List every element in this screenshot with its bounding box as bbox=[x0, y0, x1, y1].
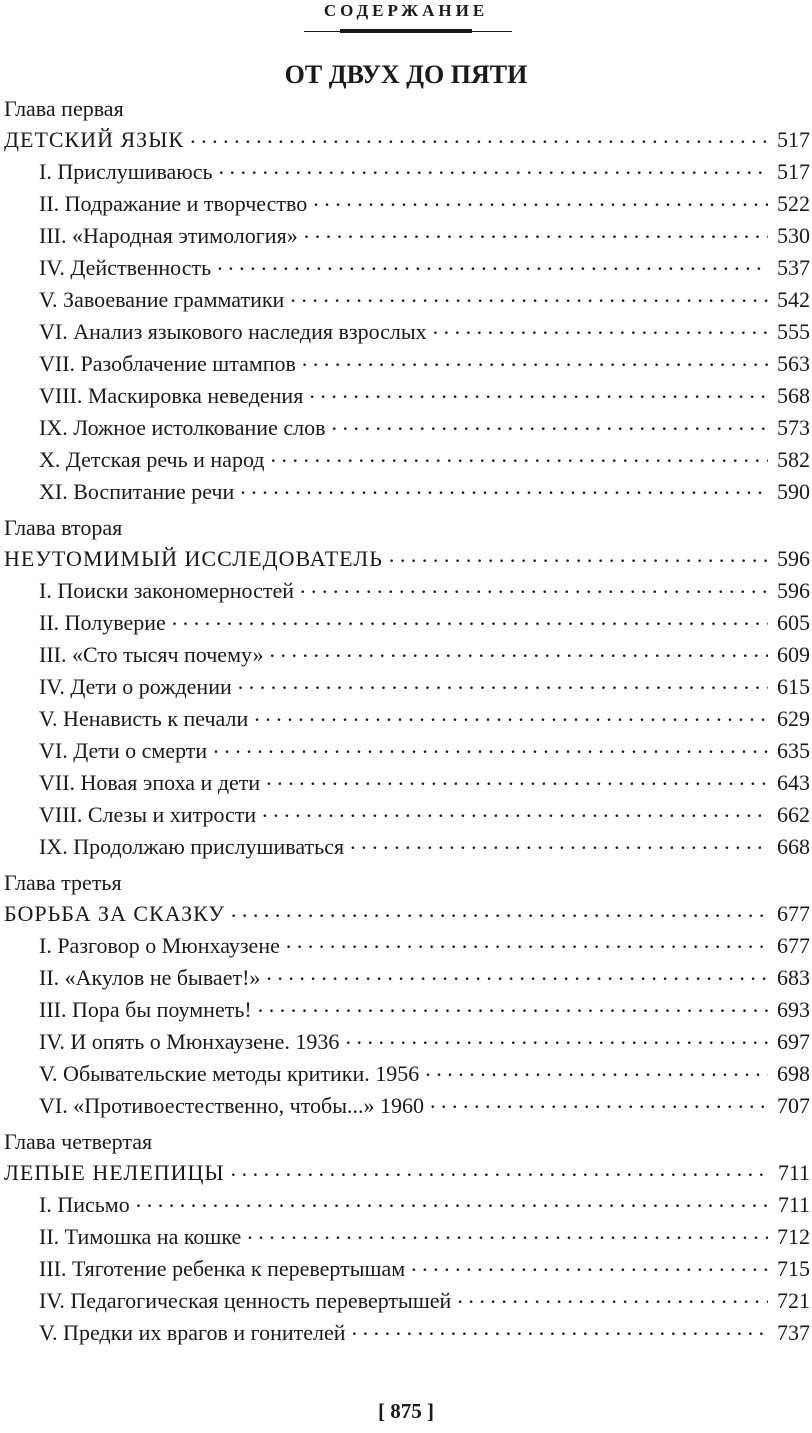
dot-leader bbox=[389, 544, 768, 566]
toc-entry-label: VII. Разоблачение штампов bbox=[39, 351, 296, 376]
toc-entry[interactable] bbox=[4, 220, 810, 252]
toc-entry-page: 573 bbox=[777, 415, 810, 440]
toc-entry-label: V. Предки их врагов и гонителей bbox=[39, 1320, 346, 1345]
toc-entry-label: II. «Акулов не бывает!» bbox=[39, 965, 261, 990]
dot-leader bbox=[240, 477, 768, 499]
toc-entry-label: II. Тимошка на кошке bbox=[39, 1224, 242, 1249]
chapter-title-row-label: БОРЬБА ЗА СКАЗКУ bbox=[4, 901, 225, 926]
toc-entry-label: XI. Воспитание речи bbox=[39, 479, 235, 504]
running-head: СОДЕРЖАНИЕ bbox=[323, 1, 489, 20]
toc-entry-page: 668 bbox=[777, 834, 810, 859]
chapter-label: Глава первая bbox=[4, 96, 124, 121]
dot-leader bbox=[345, 1027, 768, 1049]
toc-entry[interactable] bbox=[4, 1058, 810, 1090]
toc-entry[interactable] bbox=[4, 348, 810, 380]
toc-entry-page: 629 bbox=[777, 706, 810, 731]
page-number: [ 875 ] bbox=[378, 1399, 434, 1423]
toc-entry-page: 542 bbox=[777, 287, 810, 312]
toc-entry-page: 711 bbox=[777, 1192, 810, 1217]
chapter-title-row-label: ДЕТСКИЙ ЯЗЫК bbox=[4, 127, 185, 152]
chapter-block bbox=[4, 514, 810, 863]
toc-entry-page: 605 bbox=[777, 610, 810, 635]
toc-entry[interactable] bbox=[4, 156, 810, 188]
toc-entry[interactable] bbox=[4, 1253, 810, 1285]
toc-entry-page: 698 bbox=[777, 1061, 810, 1086]
toc-entry-label: IV. Действенность bbox=[39, 255, 212, 280]
dot-leader bbox=[352, 1318, 768, 1340]
dot-leader bbox=[247, 1222, 768, 1244]
chapter-title-row-page: 711 bbox=[777, 1160, 810, 1185]
toc-entry-page: 537 bbox=[777, 255, 810, 280]
toc-entry-label: I. Письмо bbox=[39, 1192, 130, 1217]
dot-leader bbox=[313, 189, 768, 211]
toc-entry-label: I. Разговор о Мюнхаузене bbox=[39, 933, 280, 958]
toc-entry[interactable] bbox=[4, 831, 810, 863]
toc-entry[interactable] bbox=[4, 575, 810, 607]
dot-leader bbox=[172, 608, 768, 630]
toc-entry-page: 737 bbox=[777, 1320, 810, 1345]
dot-leader bbox=[213, 736, 768, 758]
toc-entry-page: 683 bbox=[777, 965, 810, 990]
toc-entry[interactable] bbox=[4, 380, 810, 412]
toc-entry[interactable] bbox=[4, 639, 810, 671]
dot-leader bbox=[425, 1059, 768, 1081]
toc-entry-page: 693 bbox=[777, 997, 810, 1022]
toc-entry-page: 590 bbox=[777, 479, 810, 504]
toc-entry-label: V. Завоевание грамматики bbox=[39, 287, 285, 312]
chapter-title-row-label: НЕУТОМИМЫЙ ИССЛЕДОВАТЕЛЬ bbox=[4, 546, 383, 571]
book-title: ОТ ДВУХ ДО ПЯТИ bbox=[284, 60, 528, 89]
dot-leader bbox=[270, 640, 768, 662]
dot-leader bbox=[254, 704, 768, 726]
toc-entry-label: II. Подражание и творчество bbox=[39, 191, 308, 216]
dot-leader bbox=[302, 349, 768, 371]
toc-entry-label: I. Прислушиваюсь bbox=[39, 159, 213, 184]
toc-entry-page: 662 bbox=[777, 802, 810, 827]
dot-leader bbox=[136, 1190, 768, 1212]
toc-entry-page: 715 bbox=[777, 1256, 810, 1281]
dot-leader bbox=[331, 413, 768, 435]
toc-entry-page: 712 bbox=[777, 1224, 810, 1249]
toc-entry[interactable] bbox=[4, 188, 810, 220]
dot-leader bbox=[238, 672, 768, 694]
toc-entry[interactable] bbox=[4, 1285, 810, 1317]
toc-entry-label: VII. Новая эпоха и дети bbox=[39, 770, 261, 795]
toc-entry-label: V. Ненависть к печали bbox=[39, 706, 249, 731]
toc-entry[interactable] bbox=[4, 767, 810, 799]
dot-leader bbox=[309, 381, 768, 403]
toc-entry-label: VI. «Противоестественно, чтобы...» 1960 bbox=[39, 1093, 425, 1118]
chapter-label: Глава четвертая bbox=[4, 1129, 153, 1154]
chapter-label: Глава вторая bbox=[4, 515, 123, 540]
toc-entry[interactable] bbox=[4, 1317, 810, 1349]
toc-entry-page: 582 bbox=[777, 447, 810, 472]
chapter-block bbox=[4, 95, 810, 508]
toc-entry[interactable] bbox=[4, 930, 810, 962]
dot-leader bbox=[231, 1158, 768, 1180]
dot-leader bbox=[258, 995, 768, 1017]
chapter-title-row[interactable] bbox=[4, 542, 810, 575]
chapter-title-row[interactable] bbox=[4, 897, 810, 930]
dot-leader bbox=[304, 221, 768, 243]
chapter-block bbox=[4, 1128, 810, 1349]
dot-leader bbox=[219, 157, 768, 179]
toc-entry-label: VIII. Слезы и хитрости bbox=[39, 802, 257, 827]
toc-entry[interactable] bbox=[4, 316, 810, 348]
toc-entry-label: III. Тяготение ребенка к перевертышам bbox=[39, 1256, 406, 1281]
toc-entry-label: III. «Народная этимология» bbox=[39, 223, 298, 248]
toc-entry[interactable] bbox=[4, 1189, 810, 1221]
toc-entry-label: II. Полуверие bbox=[39, 610, 166, 635]
dot-leader bbox=[217, 253, 768, 275]
toc-entry[interactable] bbox=[4, 994, 810, 1026]
dot-leader bbox=[266, 768, 768, 790]
chapter-title-row-page: 677 bbox=[777, 901, 810, 926]
toc-entry-page: 517 bbox=[777, 159, 810, 184]
dot-leader bbox=[286, 931, 768, 953]
dot-leader bbox=[430, 1091, 768, 1113]
dot-leader bbox=[266, 963, 768, 985]
toc-entry-label: IV. Дети о рождении bbox=[39, 674, 232, 699]
dot-leader bbox=[231, 899, 768, 921]
toc-entry[interactable] bbox=[4, 962, 810, 994]
toc-entry-page: 563 bbox=[777, 351, 810, 376]
toc-entry-label: VI. Анализ языкового наследия взрослых bbox=[39, 319, 427, 344]
toc-entry-label: IX. Ложное истолкование слов bbox=[39, 415, 326, 440]
toc-entry-label: III. «Сто тысяч почему» bbox=[39, 642, 264, 667]
chapter-title-row[interactable] bbox=[4, 1156, 810, 1189]
chapter-block bbox=[4, 869, 810, 1122]
toc-entry-page: 707 bbox=[777, 1093, 810, 1118]
dot-leader bbox=[457, 1286, 768, 1308]
toc-entry[interactable] bbox=[4, 284, 810, 316]
toc-entry-label: III. Пора бы поумнеть! bbox=[39, 997, 252, 1022]
chapter-title-row-page: 517 bbox=[777, 127, 810, 152]
toc-entry-label: V. Обывательские методы критики. 1956 bbox=[39, 1061, 420, 1086]
toc-entry-label: IV. И опять о Мюнхаузене. 1936 bbox=[39, 1029, 340, 1054]
toc-entry-page: 609 bbox=[777, 642, 810, 667]
toc-entry[interactable] bbox=[4, 607, 810, 639]
toc-entry[interactable] bbox=[4, 412, 810, 444]
chapter-label: Глава третья bbox=[4, 870, 122, 895]
toc-entry-page: 643 bbox=[777, 770, 810, 795]
toc-entry-page: 522 bbox=[777, 191, 810, 216]
toc-entry-page: 635 bbox=[777, 738, 810, 763]
toc-entry-page: 596 bbox=[777, 578, 810, 603]
toc-entry[interactable] bbox=[4, 703, 810, 735]
table-of-contents bbox=[4, 95, 810, 1355]
dot-leader bbox=[271, 445, 769, 467]
toc-entry-page: 615 bbox=[777, 674, 810, 699]
toc-entry-label: I. Поиски закономерностей bbox=[39, 578, 295, 603]
toc-entry[interactable] bbox=[4, 476, 810, 508]
chapter-title-row-label: ЛЕПЫЕ НЕЛЕПИЦЫ bbox=[4, 1160, 225, 1185]
toc-entry-label: IV. Педагогическая ценность перевертышей bbox=[39, 1288, 452, 1313]
toc-entry-page: 697 bbox=[777, 1029, 810, 1054]
dot-leader bbox=[262, 800, 768, 822]
toc-entry-label: VI. Дети о смерти bbox=[39, 738, 208, 763]
chapter-title-row[interactable] bbox=[4, 123, 810, 156]
toc-entry[interactable] bbox=[4, 252, 810, 284]
toc-entry[interactable] bbox=[4, 671, 810, 703]
dot-leader bbox=[290, 285, 768, 307]
toc-entry-page: 530 bbox=[777, 223, 810, 248]
toc-entry[interactable] bbox=[4, 444, 810, 476]
dot-leader bbox=[433, 317, 768, 339]
dot-leader bbox=[300, 576, 768, 598]
running-head-rule-accent bbox=[340, 29, 472, 33]
dot-leader bbox=[350, 832, 768, 854]
toc-entry-page: 721 bbox=[777, 1288, 810, 1313]
dot-leader bbox=[411, 1254, 768, 1276]
chapter-title-row-page: 596 bbox=[777, 546, 810, 571]
toc-entry[interactable] bbox=[4, 1026, 810, 1058]
toc-entry[interactable] bbox=[4, 735, 810, 767]
toc-entry-page: 555 bbox=[777, 319, 810, 344]
toc-entry-page: 568 bbox=[777, 383, 810, 408]
toc-entry[interactable] bbox=[4, 1221, 810, 1253]
toc-entry-page: 677 bbox=[777, 933, 810, 958]
toc-entry-label: VIII. Маскировка неведения bbox=[39, 383, 304, 408]
toc-entry[interactable] bbox=[4, 1090, 810, 1122]
toc-entry-label: X. Детская речь и народ bbox=[39, 447, 265, 472]
dot-leader bbox=[190, 125, 768, 147]
toc-entry[interactable] bbox=[4, 799, 810, 831]
toc-entry-label: IX. Продолжаю прислушиваться bbox=[39, 834, 345, 859]
